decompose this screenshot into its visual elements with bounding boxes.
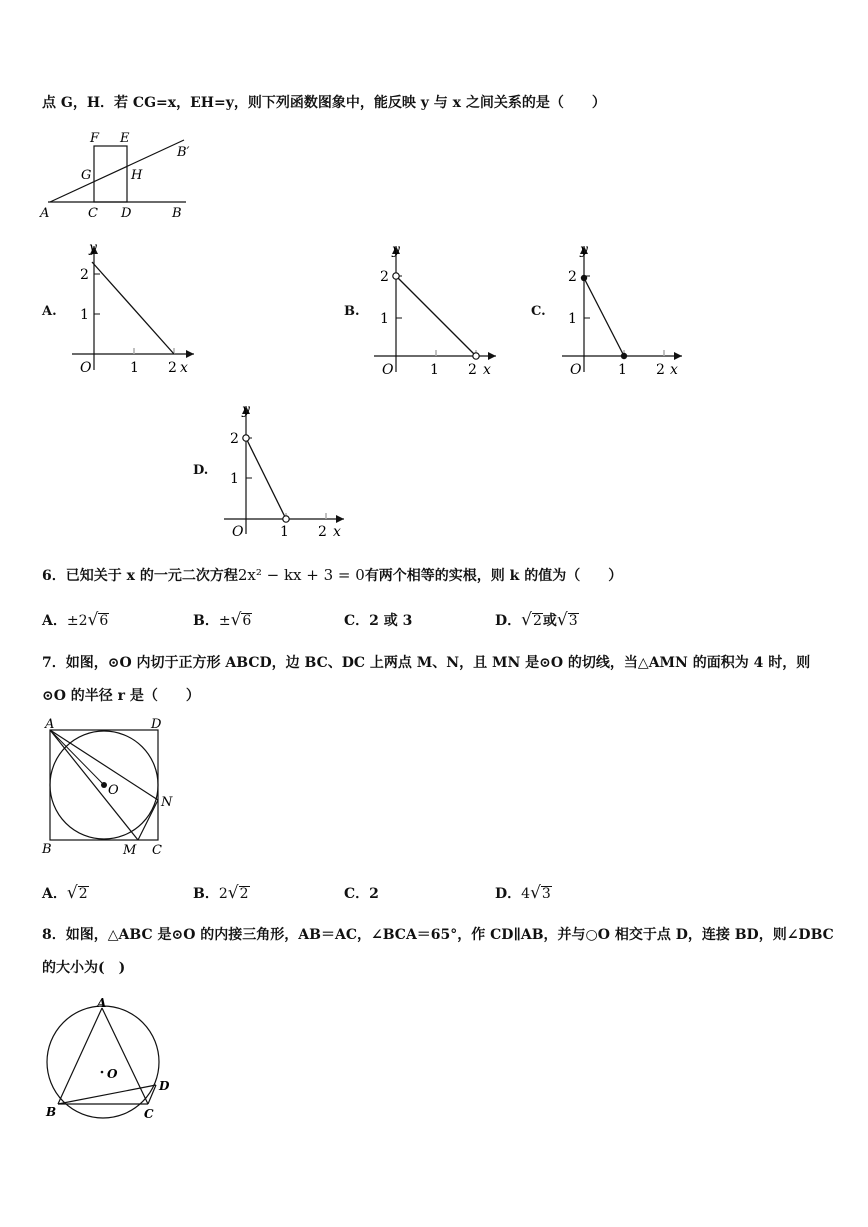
svg-text:2: 2 bbox=[318, 524, 327, 538]
svg-text:1: 1 bbox=[618, 362, 627, 378]
svg-text:2: 2 bbox=[230, 431, 239, 447]
svg-text:1: 1 bbox=[80, 307, 89, 323]
q8-stem-line2: 的大小为( ) bbox=[42, 960, 126, 976]
q7-option-b[interactable]: B．2√2 bbox=[193, 883, 249, 903]
svg-text:A: A bbox=[45, 717, 55, 732]
svg-text:O: O bbox=[80, 360, 92, 376]
label-F: F bbox=[90, 131, 100, 146]
svg-text:A: A bbox=[97, 996, 107, 1010]
q7-option-a[interactable]: A．√2 bbox=[42, 883, 88, 903]
svg-text:O: O bbox=[232, 524, 244, 538]
q5-option-c-label[interactable]: C. bbox=[531, 304, 546, 319]
label-C: C bbox=[88, 206, 98, 221]
svg-text:2: 2 bbox=[168, 360, 177, 376]
label-A: A bbox=[40, 206, 50, 221]
q6-option-b[interactable]: B．±√6 bbox=[193, 610, 252, 630]
svg-text:y: y bbox=[392, 242, 400, 258]
q6-equation: 2x² − kx + 3 = 0 bbox=[237, 566, 365, 584]
svg-text:x: x bbox=[670, 362, 678, 378]
svg-text:O: O bbox=[382, 362, 394, 378]
svg-text:1: 1 bbox=[568, 311, 577, 327]
q5-figure bbox=[38, 126, 200, 222]
svg-text:1: 1 bbox=[430, 362, 439, 378]
label-B: B bbox=[172, 206, 182, 221]
label-D: D bbox=[121, 206, 132, 221]
svg-text:M: M bbox=[123, 843, 137, 858]
svg-text:2: 2 bbox=[656, 362, 665, 378]
q6-option-d[interactable]: D．√2或√3 bbox=[495, 610, 578, 630]
svg-text:B: B bbox=[42, 842, 52, 857]
svg-text:C: C bbox=[152, 843, 162, 858]
q6-option-c[interactable]: C．2 或 3 bbox=[344, 613, 413, 629]
q8-figure bbox=[38, 996, 178, 1126]
q5-option-d-graph[interactable] bbox=[216, 398, 356, 538]
q5-option-d-label[interactable]: D. bbox=[193, 463, 209, 478]
svg-text:1: 1 bbox=[280, 524, 289, 538]
q7-figure bbox=[36, 714, 186, 860]
q7-stem-line1: 7．如图，⊙O 内切于正方形 ABCD，边 BC、DC 上两点 M、N，且 MN 是⊙O 的切线，当△AMN 的面积为 4 时，则 bbox=[42, 655, 811, 671]
svg-text:N: N bbox=[161, 795, 173, 810]
svg-text:O: O bbox=[108, 783, 119, 798]
svg-text:D: D bbox=[151, 717, 162, 732]
svg-text:y: y bbox=[242, 402, 250, 418]
label-H: H bbox=[131, 168, 143, 183]
q6-stem: 6．已知关于 x 的一元二次方程2x² − kx + 3 = 0有两个相等的实根，则 k 的值为（ ） bbox=[42, 566, 623, 584]
svg-text:x: x bbox=[333, 524, 341, 538]
svg-text:y: y bbox=[580, 242, 588, 258]
svg-text:1: 1 bbox=[380, 311, 389, 327]
svg-text:O: O bbox=[107, 1067, 118, 1081]
q5-option-b-label[interactable]: B. bbox=[344, 304, 360, 319]
svg-text:O: O bbox=[570, 362, 582, 378]
svg-text:B: B bbox=[46, 1105, 57, 1119]
q7-option-c[interactable]: C．2 bbox=[344, 886, 379, 902]
q5-stem: 点 G，H．若 CG=x，EH=y，则下列函数图象中，能反映 y 与 x 之间关系的是（ ） bbox=[42, 95, 606, 111]
svg-text:1: 1 bbox=[230, 471, 239, 487]
label-E: E bbox=[120, 131, 130, 146]
svg-text:D: D bbox=[159, 1079, 170, 1093]
svg-text:C: C bbox=[144, 1107, 154, 1121]
q7-stem-line2: ⊙O 的半径 r 是（ ） bbox=[42, 688, 200, 704]
q5-option-b-graph[interactable] bbox=[366, 238, 506, 378]
svg-text:y: y bbox=[89, 240, 97, 256]
label-B-prime: B′ bbox=[177, 145, 190, 160]
svg-text:x: x bbox=[180, 360, 188, 376]
q5-option-c-graph[interactable] bbox=[554, 238, 694, 378]
q6-option-a[interactable]: A．±2√6 bbox=[42, 610, 109, 630]
svg-text:x: x bbox=[483, 362, 491, 378]
label-G: G bbox=[81, 168, 92, 183]
q7-option-d[interactable]: D．4√3 bbox=[495, 883, 551, 903]
svg-text:2: 2 bbox=[380, 269, 389, 285]
svg-text:2: 2 bbox=[468, 362, 477, 378]
q8-stem-line1: 8．如图，△ABC 是⊙O 的内接三角形，AB＝AC，∠BCA＝65°，作 CD∥AB，并与○O 相交于点 D，连接 BD，则∠DBC bbox=[42, 927, 834, 943]
svg-text:1: 1 bbox=[130, 360, 139, 376]
q5-option-a-label[interactable]: A. bbox=[42, 304, 57, 319]
q5-option-a-graph[interactable] bbox=[64, 238, 204, 378]
svg-text:2: 2 bbox=[80, 267, 89, 283]
svg-text:2: 2 bbox=[568, 269, 577, 285]
